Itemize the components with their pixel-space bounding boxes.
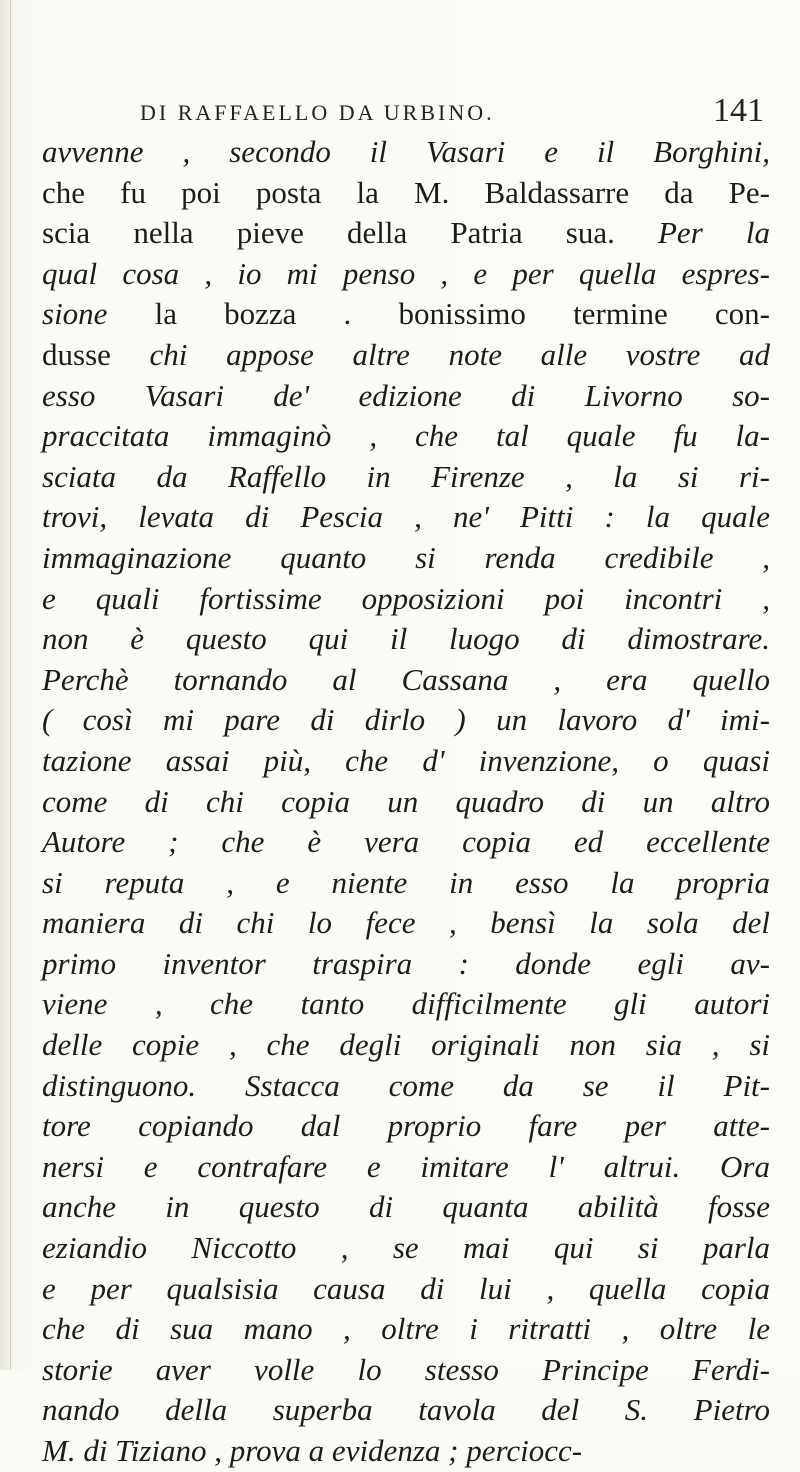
text-line [42,1025,770,1066]
text-segment: scia nella pieve della Patria sua. [42,215,658,251]
text-segment: nersi e contrafare e imitare l' altrui. Ora [42,1148,770,1184]
text-line [42,1187,770,1228]
text-line [42,1106,770,1147]
text-line [42,782,770,823]
text-segment: tore copiando dal proprio fare per atte- [42,1108,770,1144]
text-line [42,660,770,701]
text-line [42,1066,770,1107]
text-line [42,1309,770,1350]
text-line [42,294,770,335]
text-segment: storie aver volle lo stesso Principe Ferdi- [42,1351,770,1387]
text-segment: esso Vasari de' edizione di Livorno so- [42,377,770,413]
text-segment: come di chi copia un quadro di un altro [42,783,770,819]
text-segment: eziandio Niccotto , se mai qui si parla [42,1230,770,1266]
text-line [42,700,770,741]
text-segment: qual cosa , io mi penso , e per quella espres- [42,255,770,291]
text-segment: che di sua mano , oltre i ritratti , oltre le [42,1311,770,1347]
text-line [42,497,770,538]
text-line [42,1431,770,1472]
text-line [42,944,770,985]
text-line [42,984,770,1025]
text-segment: Autore ; che è vera copia ed eccellente [42,824,770,860]
text-line [42,1228,770,1269]
text-segment: Per la [658,215,771,251]
text-segment: chi appose altre note alle vostre ad [149,336,771,372]
text-line [42,335,770,376]
page-gutter-edge [10,0,11,1370]
text-line [42,376,770,417]
text-line [42,1390,770,1431]
page-header [140,92,770,136]
text-line [42,1147,770,1188]
text-segment: sione [42,296,108,332]
text-segment: ( così mi pare di dirlo ) un lavoro d' imi- [42,702,770,738]
page-number: 141 [713,92,764,129]
text-segment: immaginazione quanto si renda credibile , [42,539,770,575]
text-line [42,1350,770,1391]
text-line [42,538,770,579]
text-segment: e per qualsisia causa di lui , quella copia [42,1270,770,1306]
text-line [42,173,770,214]
text-segment: nando della superba tavola del S. Pietro [42,1392,770,1428]
text-line [42,132,770,173]
text-segment: che fu poi posta la M. Baldassarre da Pe- [42,174,770,210]
text-line [42,1269,770,1310]
text-segment: primo inventor traspira : donde egli av- [42,945,770,981]
text-segment: dusse [42,336,150,372]
text-segment: Perchè tornando al Cassana , era quello [42,661,770,697]
text-line [42,457,770,498]
text-segment: praccitata immaginò , che tal quale fu la- [42,418,770,454]
text-segment: sciata da Raffello in Firenze , la si ri- [42,458,770,494]
text-line [42,903,770,944]
text-body [42,132,770,1472]
text-segment: si reputa , e niente in esso la propria [42,864,770,900]
text-line [42,822,770,863]
running-head: DI RAFFAELLO DA URBINO. [140,100,495,125]
text-segment: non è questo qui il luogo di dimostrare. [42,621,770,657]
text-segment: maniera di chi lo fece , bensì la sola del [42,905,770,941]
text-segment: distinguono. Sstacca come da se il Pit- [42,1067,770,1103]
text-line [42,619,770,660]
text-segment: M. di Tiziano , prova a evidenza ; perciocc- [42,1433,583,1468]
text-segment: e quali fortissime opposizioni poi incontri , [42,580,770,616]
text-segment: avvenne , secondo il Vasari e il Borghini, [42,134,770,169]
text-segment: la bozza . bonissimo termine con- [107,296,770,332]
text-line [42,741,770,782]
text-line [42,213,770,254]
text-segment: anche in questo di quanta abilità fosse [42,1189,770,1225]
text-segment: viene , che tanto difficilmente gli autori [42,986,770,1022]
text-line [42,254,770,295]
text-line [42,579,770,620]
text-segment: trovi, levata di Pescia , ne' Pitti : la quale [42,499,770,535]
text-line [42,863,770,904]
text-segment: delle copie , che degli originali non sia , si [42,1027,770,1063]
text-segment: tazione assai più, che d' invenzione, o quasi [42,742,770,778]
text-line [42,416,770,457]
